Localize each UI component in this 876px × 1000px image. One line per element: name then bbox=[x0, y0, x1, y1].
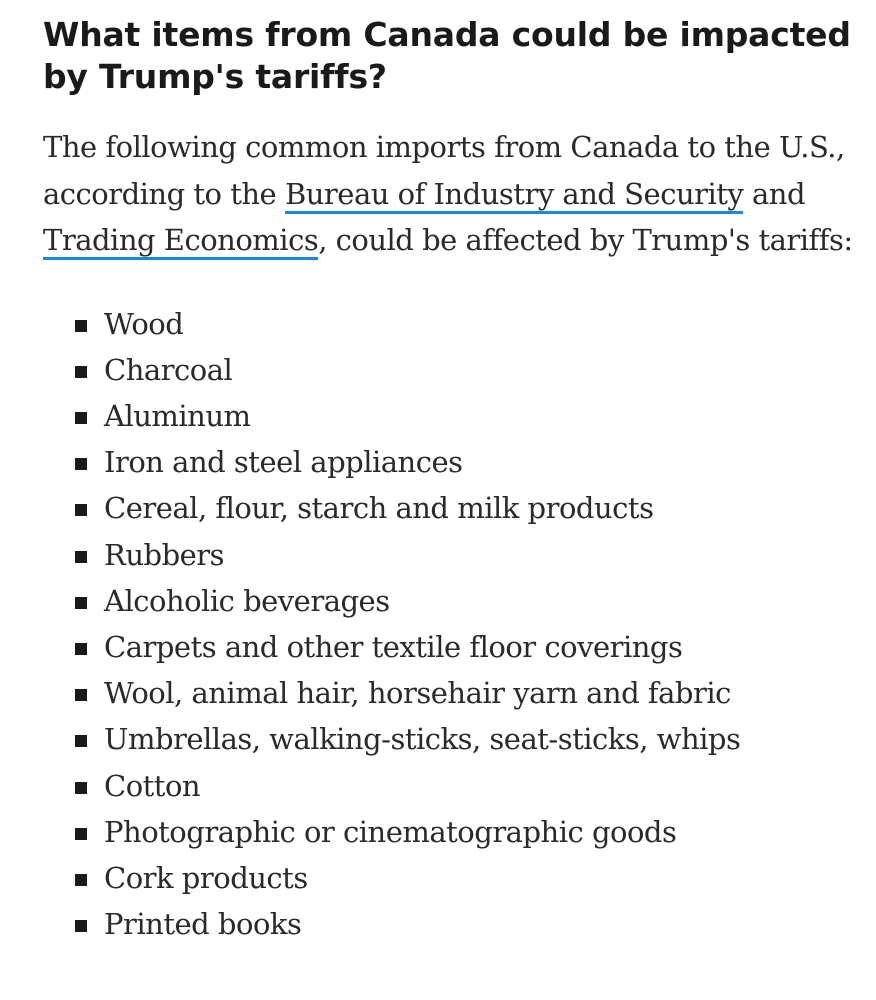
square-bullet-icon bbox=[75, 504, 87, 516]
square-bullet-icon bbox=[75, 920, 87, 932]
list-item-label: Cotton bbox=[104, 768, 201, 803]
square-bullet-icon bbox=[75, 551, 87, 563]
list-item-label: Cereal, flour, starch and milk products bbox=[104, 491, 654, 526]
list-item-label: Iron and steel appliances bbox=[104, 445, 463, 480]
list-item bbox=[43, 347, 853, 393]
list-item bbox=[43, 624, 853, 670]
list-item bbox=[43, 809, 853, 855]
intro-text-before: The following common imports from Canada to the U.S., according to the bbox=[43, 130, 845, 211]
square-bullet-icon bbox=[75, 458, 87, 470]
list-item-label: Aluminum bbox=[104, 398, 251, 433]
square-bullet-icon bbox=[75, 782, 87, 794]
list-item-label: Charcoal bbox=[104, 352, 233, 387]
list-item bbox=[43, 485, 853, 531]
list-item bbox=[43, 578, 853, 624]
list-item-label: Printed books bbox=[104, 907, 302, 942]
imports-list bbox=[43, 301, 853, 948]
intro-paragraph bbox=[43, 124, 853, 264]
list-item bbox=[43, 439, 853, 485]
square-bullet-icon bbox=[75, 597, 87, 609]
list-item bbox=[43, 716, 853, 762]
square-bullet-icon bbox=[75, 412, 87, 424]
list-item-label: Umbrellas, walking-sticks, seat-sticks, whips bbox=[104, 722, 741, 757]
trading-economics-link[interactable]: Trading Economics bbox=[43, 223, 318, 260]
list-item-label: Rubbers bbox=[104, 537, 225, 572]
square-bullet-icon bbox=[75, 689, 87, 701]
list-item-label: Cork products bbox=[104, 860, 308, 895]
list-item bbox=[43, 393, 853, 439]
intro-text-between: and bbox=[743, 176, 806, 211]
list-item-label: Wood bbox=[104, 306, 184, 341]
list-item-label: Carpets and other textile floor coverings bbox=[104, 629, 683, 664]
list-item-label: Photographic or cinematographic goods bbox=[104, 814, 677, 849]
square-bullet-icon bbox=[75, 320, 87, 332]
list-item bbox=[43, 532, 853, 578]
square-bullet-icon bbox=[75, 643, 87, 655]
list-item-label: Wool, animal hair, horsehair yarn and fabric bbox=[104, 676, 731, 711]
list-item bbox=[43, 855, 853, 901]
intro-text-after: , could be affected by Trump's tariffs: bbox=[318, 223, 853, 257]
square-bullet-icon bbox=[75, 366, 87, 378]
list-item bbox=[43, 301, 853, 347]
article-headline: What items from Canada could be impacted by Trump's tariffs? bbox=[43, 15, 851, 96]
square-bullet-icon bbox=[75, 735, 87, 747]
square-bullet-icon bbox=[75, 874, 87, 886]
list-item bbox=[43, 901, 853, 947]
list-item bbox=[43, 763, 853, 809]
bureau-of-industry-link[interactable]: Bureau of Industry and Security bbox=[285, 177, 743, 214]
list-item-label: Alcoholic beverages bbox=[104, 583, 390, 618]
list-item bbox=[43, 670, 853, 716]
square-bullet-icon bbox=[75, 828, 87, 840]
article bbox=[43, 14, 853, 947]
